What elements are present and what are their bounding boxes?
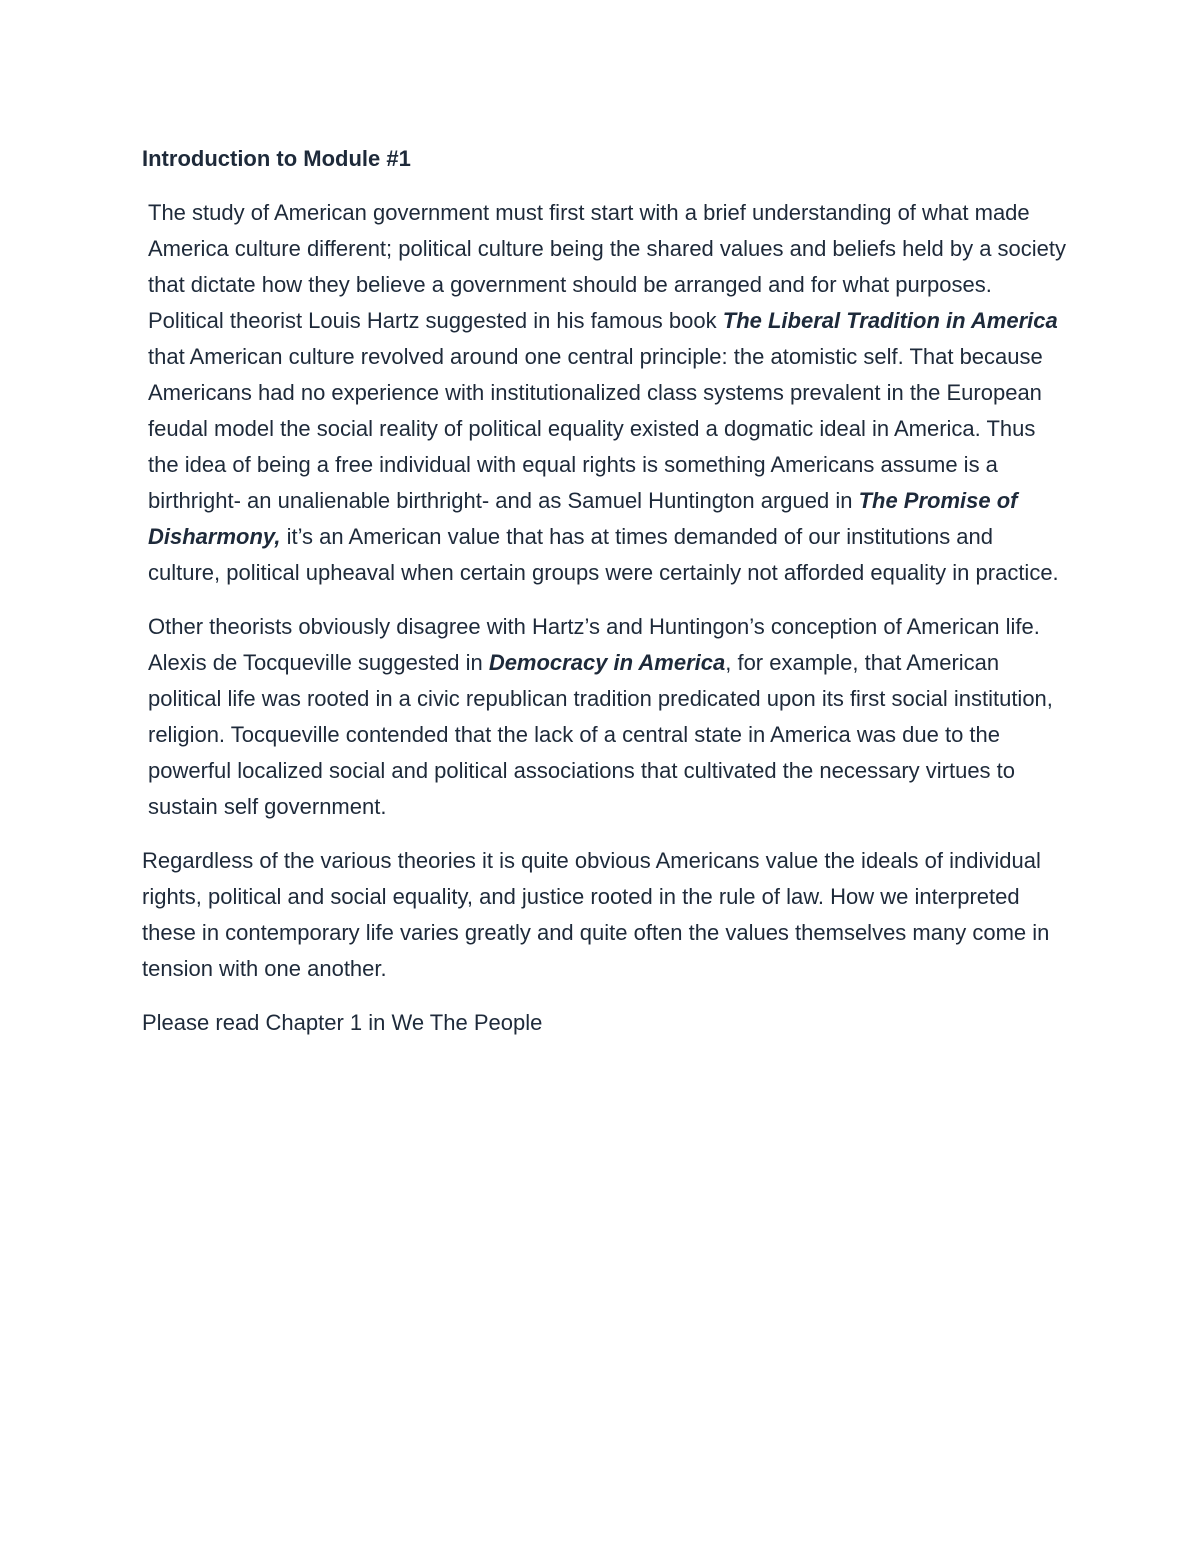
book-title-liberal-tradition: The Liberal Tradition in America (722, 308, 1058, 333)
document-heading: Introduction to Module #1 (142, 146, 411, 171)
paragraph-text: The study of American government must first start with a brief understanding of what made America culture different; political culture being the shared values and beliefs held by a society that dictate how they believe a government should be arranged and for what purposes. Political theorist Louis Hartz suggested in his famous book (148, 200, 1067, 333)
book-title-democracy-in-america: Democracy in America (488, 650, 726, 675)
paragraph-regardless: Regardless of the various theories it is quite obvious Americans value the ideals of individual rights, political and social equality, and justice rooted in the rule of law. How we interpreted these in contemporary life varies greatly and quite often the values themselves many come in tension with one another. (142, 848, 1050, 981)
reading-assignment: Please read Chapter 1 in We The People (142, 1010, 543, 1035)
paragraph-text: Other theorists obviously disagree with Hartz’s and Huntingon’s conception of American life. Alexis de Tocqueville suggested in (148, 614, 1040, 675)
paragraph-text: it’s an American value that has at times demanded of our institutions and culture, political upheaval when certain groups were certainly not afforded equality in practice. (148, 524, 1059, 585)
paragraph-text: , for example, that American political life was rooted in a civic republican tradition predicated upon its first social institution, religion. Tocqueville contended that the lack of a central state in America was due to the powerful localized social and political associations that cultivated the necessary virtues to sustain self government. (148, 650, 1053, 819)
book-title-promise-of-disharmony: The Promise of Disharmony, (148, 488, 1018, 549)
paragraph-tocqueville (142, 609, 1067, 825)
document-page (142, 141, 1067, 1059)
paragraph-hartz-huntington (142, 195, 1067, 591)
paragraph-text: that American culture revolved around one central principle: the atomistic self. That because Americans had no experience with institutionalized class systems prevalent in the European feudal model the social reality of political equality existed a dogmatic ideal in America. Thus the idea of being a free individual with equal rights is something Americans assume is a birthright- an unalienable birthright- and as Samuel Huntington argued in (148, 344, 1043, 513)
